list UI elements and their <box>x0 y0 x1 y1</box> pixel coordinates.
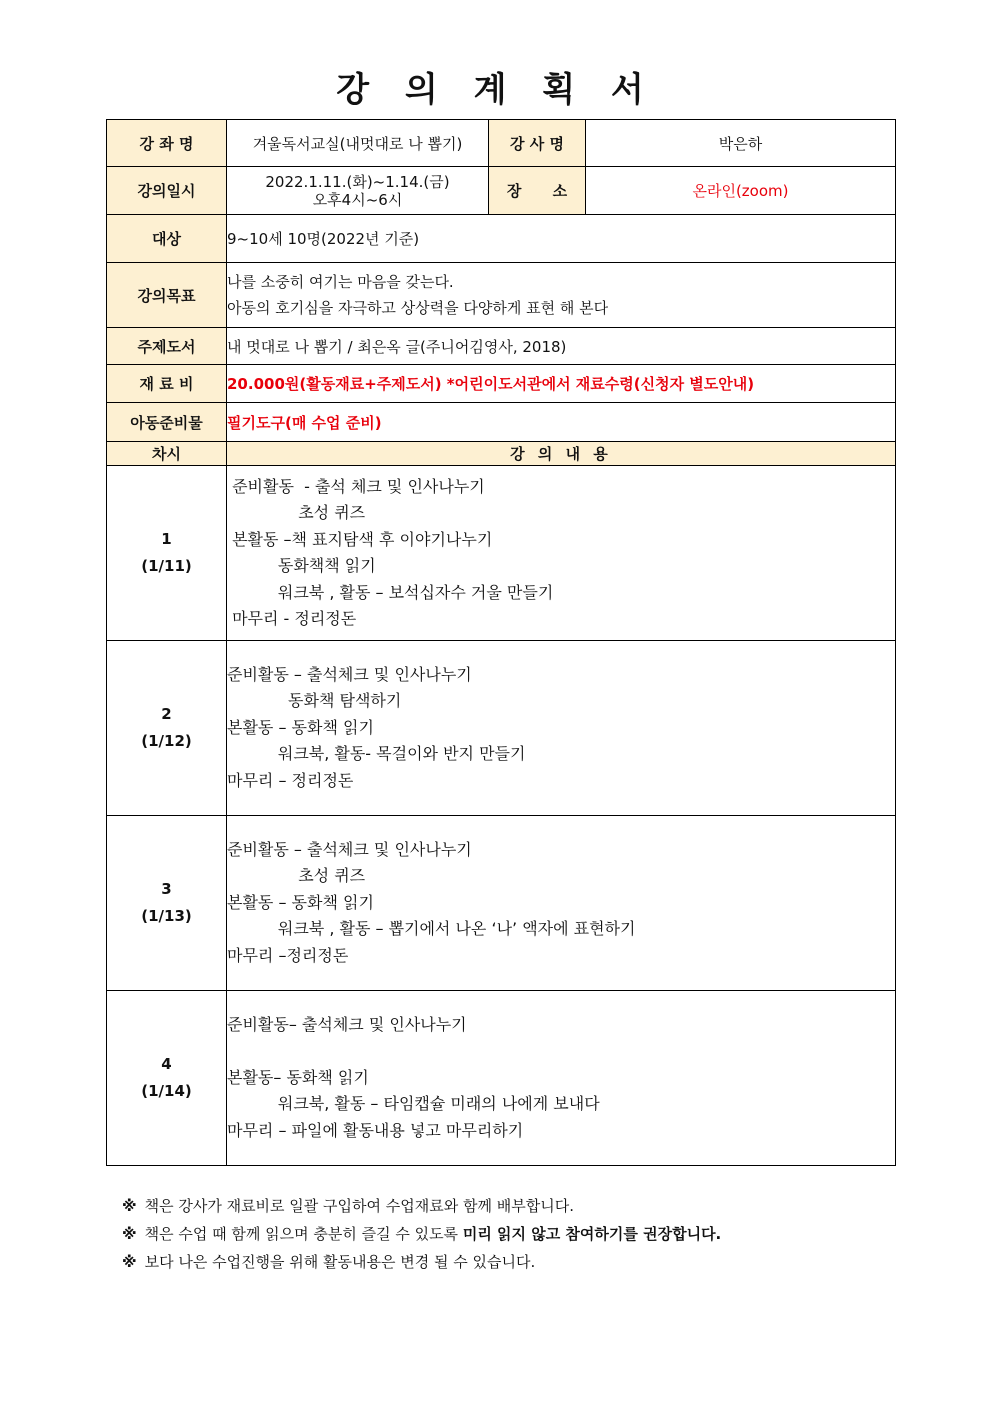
place-value: 온라인(zoom) <box>586 167 896 215</box>
goal-row <box>107 263 896 328</box>
session-header: 차시 <box>107 442 227 466</box>
reference-mark-icon: ※ <box>122 1225 137 1243</box>
content-header: 강 의 내 용 <box>227 442 896 466</box>
content-line: 마무리 - 정리정돈 <box>227 609 357 628</box>
place-label: 장 소 <box>489 167 586 215</box>
goal-value <box>227 263 896 328</box>
content-line: 초성 퀴즈 <box>227 503 366 522</box>
fee-row <box>107 365 896 403</box>
content-line: 준비활동– 출석체크 및 인사나누기 <box>227 1014 467 1034</box>
session-number: 1 <box>161 530 172 548</box>
session-row <box>107 466 896 641</box>
content-line: 워크북, 활동 – 타임캡슐 미래의 나에게 보내다 <box>227 1094 600 1114</box>
content-line: 준비활동 – 출석체크 및 인사나누기 <box>227 664 472 684</box>
content-line: 워크북, 활동- 목걸이와 반지 만들기 <box>227 744 526 764</box>
session-date: (1/13) <box>141 907 192 925</box>
session-date: (1/11) <box>141 557 192 575</box>
fee-label: 재 료 비 <box>107 365 227 403</box>
content-line: 준비활동 – 출석체크 및 인사나누기 <box>227 839 472 859</box>
target-value: 9~10세 10명(2022년 기준) <box>227 215 896 263</box>
content-line: 워크북 , 활동 – 보석십자수 거울 만들기 <box>227 582 554 602</box>
course-value: 겨울독서교실(내멋대로 나 뽑기) <box>227 120 489 167</box>
goal-line2: 아동의 호기심을 자극하고 상상력을 다양하게 표현 해 본다 <box>227 299 609 317</box>
content-line: 본활동 – 동화책 읽기 <box>227 892 374 912</box>
course-label: 강 좌 명 <box>107 120 227 167</box>
reference-mark-icon: ※ <box>122 1197 137 1215</box>
content-line: 본활동 –책 표지탐색 후 이야기나누기 <box>227 529 493 549</box>
session-content <box>227 466 896 641</box>
prep-row <box>107 403 896 442</box>
session-number-cell <box>107 991 227 1166</box>
course-row <box>107 120 896 167</box>
content-line <box>227 1038 895 1065</box>
book-label: 주제도서 <box>107 328 227 365</box>
note-text: 책은 수업 때 함께 읽으며 충분히 즐길 수 있도록 <box>144 1225 463 1243</box>
session-content <box>227 641 896 816</box>
lecture-plan-table <box>106 119 896 1166</box>
notes <box>122 1192 902 1276</box>
content-line: 본활동– 동화책 읽기 <box>227 1067 369 1087</box>
prep-value: 필기도구(매 수업 준비) <box>227 403 896 442</box>
content-line: 마무리 – 정리정돈 <box>227 770 354 790</box>
session-number: 2 <box>161 705 172 723</box>
content-line: 본활동 – 동화책 읽기 <box>227 717 374 737</box>
session-number-cell <box>107 641 227 816</box>
fee-value: 20.000원(활동재료+주제도서) *어린이도서관에서 재료수령(신청자 별도안내) <box>227 365 896 403</box>
session-number: 3 <box>161 880 172 898</box>
content-header-row <box>107 442 896 466</box>
session-date: (1/12) <box>141 732 192 750</box>
session-row <box>107 816 896 991</box>
note-text: 책은 강사가 재료비로 일괄 구입하여 수업재료와 함께 배부합니다. <box>144 1197 574 1215</box>
note-item <box>122 1248 902 1276</box>
date-label: 강의일시 <box>107 167 227 215</box>
content-line: 마무리 –정리정돈 <box>227 945 349 965</box>
session-number-cell <box>107 466 227 641</box>
session-number: 4 <box>161 1055 172 1073</box>
date-value <box>227 167 489 215</box>
prep-label: 아동준비물 <box>107 403 227 442</box>
session-date: (1/14) <box>141 1082 192 1100</box>
content-line: 워크북 , 활동 – 뽑기에서 나온 ‘나’ 액자에 표현하기 <box>227 919 636 939</box>
session-number-cell <box>107 816 227 991</box>
date-row <box>107 167 896 215</box>
book-value: 내 멋대로 나 뽑기 / 최은옥 글(주니어김영사, 2018) <box>227 328 896 365</box>
goal-line1: 나를 소중히 여기는 마음을 갖는다. <box>227 273 454 291</box>
content-line: 마무리 – 파일에 활동내용 넣고 마무리하기 <box>227 1120 524 1140</box>
date-value-line2: 오후4시~6시 <box>312 190 403 209</box>
note-item <box>122 1192 902 1220</box>
content-line: 동화책책 읽기 <box>227 556 376 575</box>
note-text: 보다 나은 수업진행을 위해 활동내용은 변경 될 수 있습니다. <box>144 1253 536 1271</box>
book-row <box>107 328 896 365</box>
content-line: 준비활동 - 출석 체크 및 인사나누기 <box>227 476 485 496</box>
reference-mark-icon: ※ <box>122 1253 137 1271</box>
session-row <box>107 641 896 816</box>
page-title: 강 의 계 획 서 <box>336 70 656 110</box>
target-label: 대상 <box>107 215 227 263</box>
goal-label: 강의목표 <box>107 263 227 328</box>
session-content <box>227 816 896 991</box>
session-content <box>227 991 896 1166</box>
content-line: 동화책 탐색하기 <box>227 691 402 711</box>
date-value-line1: 2022.1.11.(화)~1.14.(금) <box>265 172 450 191</box>
instructor-value: 박은하 <box>586 120 896 167</box>
target-row <box>107 215 896 263</box>
content-line: 초성 퀴즈 <box>227 866 366 886</box>
session-row <box>107 991 896 1166</box>
note-text-emphasis: 미리 읽지 않고 참여하기를 권장합니다. <box>462 1225 722 1243</box>
instructor-label: 강 사 명 <box>489 120 586 167</box>
note-item <box>122 1220 902 1248</box>
